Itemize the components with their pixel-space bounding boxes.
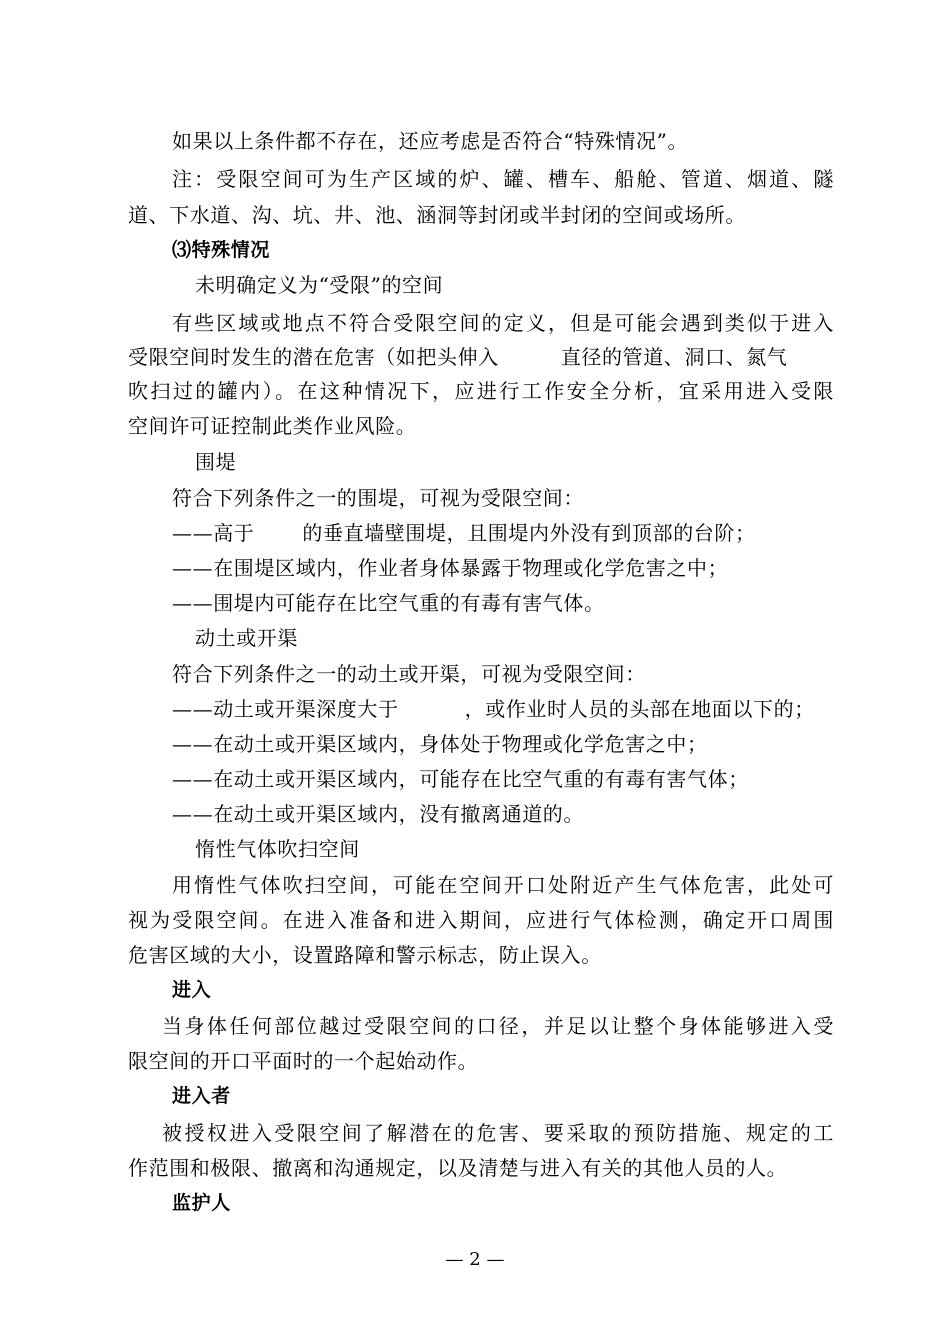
list-item: ——围堤内可能存在比空气重的有毒有害气体。 (172, 591, 605, 615)
paragraph-line: 符合下列条件之一的动土或开渠，可视为受限空间： (172, 662, 646, 686)
list-item (172, 696, 815, 722)
list-item: ——在动土或开渠区域内，身体处于物理或化学危害之中； (172, 732, 708, 756)
paragraph-line: 道、下水道、沟、坑、井、池、涵洞等封闭或半封闭的空间或场所。 (128, 203, 746, 227)
section-heading: ⑶特殊情况 (172, 239, 271, 261)
text-segment: 受限空间时发生的潜在危害（如把头伸入 (128, 345, 499, 369)
paragraph-line: 注：受限空间可为生产区域的炉、罐、槽车、船舱、管道、烟道、隧 (172, 167, 834, 191)
text-segment: 的垂直墙壁围堤，且围堤内外没有到顶部的台阶； (302, 521, 756, 545)
paragraph-line: 有些区域或地点不符合受限空间的定义，但是可能会遇到类似于进入 (172, 311, 834, 335)
term-heading: 进入者 (172, 1085, 231, 1107)
subsection-heading: 惰性气体吹扫空间 (195, 837, 360, 861)
list-item: ——在围堤区域内，作业者身体暴露于物理或化学危害之中； (172, 556, 729, 580)
text-segment: ——高于 (172, 521, 255, 545)
paragraph-line: 吹扫过的罐内）。在这种情况下，应进行工作安全分析，宜采用进入受限 (128, 379, 834, 403)
term-heading: 进入 (172, 979, 212, 1001)
subsection-heading: 动土或开渠 (195, 626, 298, 650)
paragraph-line: 限空间的开口平面时的一个起始动作。 (128, 1049, 479, 1073)
paragraph-line: 被授权进入受限空间了解潜在的危害、要采取的预防措施、规定的工 (162, 1121, 834, 1145)
paragraph-line: 危害区域的大小，设置路障和警示标志，防止误入。 (128, 943, 602, 967)
paragraph-line: 作范围和极限、撤离和沟通规定，以及清楚与进入有关的其他人员的人。 (128, 1156, 788, 1180)
paragraph-line: 当身体任何部位越过受限空间的口径，并足以让整个身体能够进入受 (162, 1014, 834, 1038)
text-segment: ，或作业时人员的头部在地面以下的； (464, 697, 815, 721)
paragraph-line: 空间许可证控制此类作业风险。 (128, 414, 417, 438)
text-segment: 直径的管道、洞口、氮气 (560, 345, 788, 369)
paragraph-line (128, 344, 787, 370)
term-heading: 监护人 (172, 1192, 231, 1214)
list-item: ——在动土或开渠区域内，没有撤离通道的。 (172, 802, 584, 826)
subsection-heading: 围堤 (195, 450, 237, 474)
paragraph-line: 如果以上条件都不存在，还应考虑是否符合“特殊情况”。 (172, 129, 689, 153)
list-item: ——在动土或开渠区域内，可能存在比空气重的有毒有害气体； (172, 767, 749, 791)
paragraph-line: 视为受限空间。在进入准备和进入期间，应进行气体检测，确定开口周围 (128, 908, 834, 932)
subsection-heading: 未明确定义为“受限”的空间 (195, 273, 444, 297)
paragraph-line: 符合下列条件之一的围堤，可视为受限空间： (172, 486, 584, 510)
paragraph-line: 用惰性气体吹扫空间，可能在空间开口处附近产生气体危害，此处可 (172, 873, 834, 897)
text-segment: ——动土或开渠深度大于 (172, 697, 399, 721)
page-number: — 2 — (445, 1249, 505, 1270)
list-item (172, 520, 756, 546)
